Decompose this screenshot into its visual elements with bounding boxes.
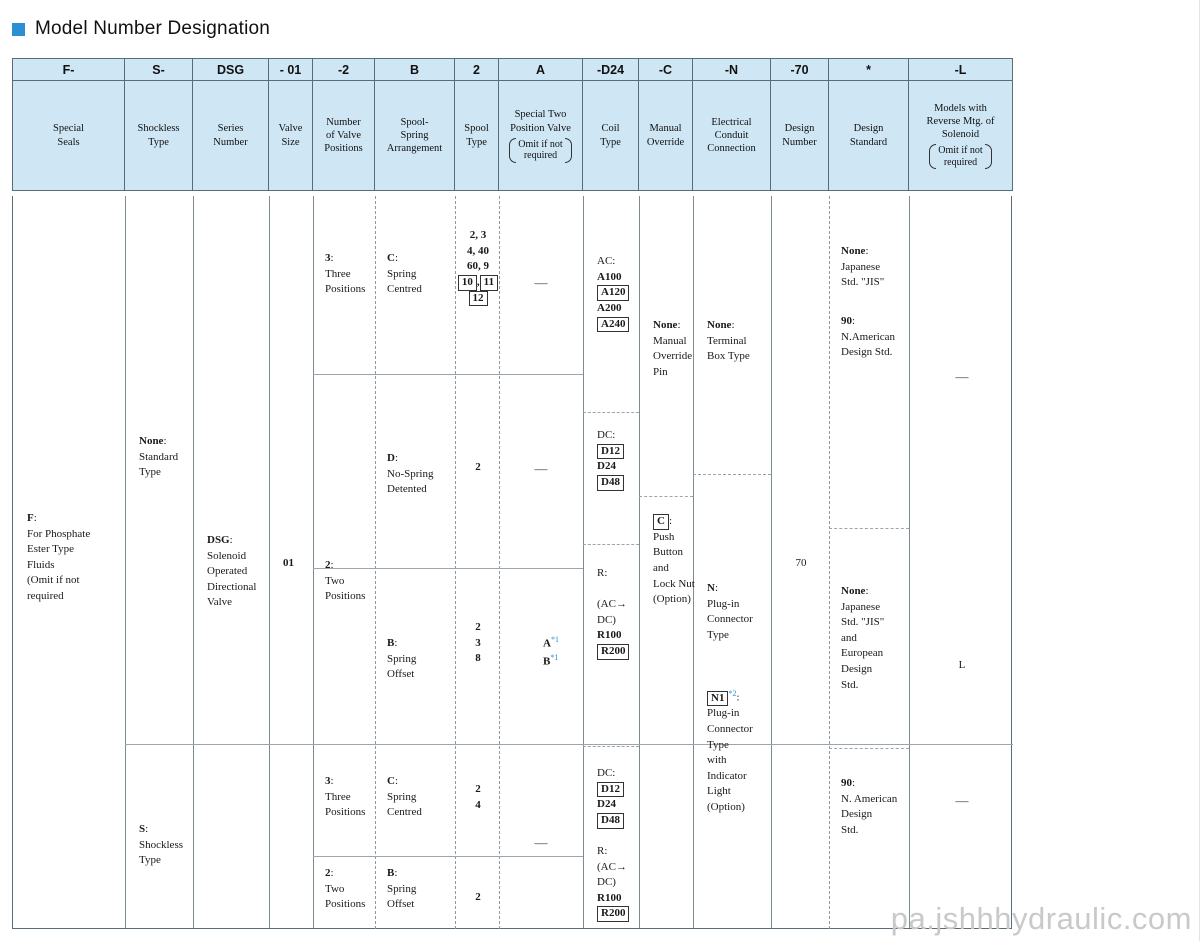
valve-size-entry — [283, 556, 311, 572]
text-line: Connector — [707, 723, 753, 736]
desc-cell-design-number — [771, 81, 829, 191]
text-line: Japanese — [841, 600, 881, 613]
text-line: (AC→ — [597, 598, 627, 611]
text-line: Plug-in — [707, 597, 740, 610]
text-line: and — [653, 561, 669, 574]
text-line: Std. "JIS" — [841, 616, 885, 629]
text-line: For Phosphate — [27, 527, 91, 540]
text-line: Centred — [387, 283, 422, 296]
desc-cell-design-standard — [829, 81, 909, 191]
text-line: Type — [139, 854, 161, 867]
desc-line: Connection — [707, 143, 756, 155]
desc-line: Type — [148, 136, 169, 148]
desc-line: Spool- — [400, 116, 429, 128]
desc-line: Arrangement — [386, 143, 443, 155]
valve-size-code: 01 — [283, 557, 294, 569]
text-line: Centred — [387, 806, 422, 819]
manual-override-code: None — [653, 319, 678, 331]
coil-type-label: DC: — [597, 767, 616, 779]
spool-type-value: 2 — [475, 621, 481, 633]
design-standard-none-jis: None: Japanese Std. "JIS" — [841, 245, 885, 289]
desc-line: Manual — [649, 123, 682, 135]
text-line: Directional — [207, 580, 257, 593]
page-title-text: Model Number Designation — [35, 18, 271, 39]
design-standard-code: 90 — [841, 315, 852, 327]
shockless-code: None — [139, 435, 164, 447]
text-line: Spring — [387, 652, 417, 665]
desc-line: Size — [281, 136, 300, 148]
code-cell-4: -2 — [313, 59, 375, 81]
spool-spring-entry-4: B: Spring Offset — [387, 867, 417, 911]
positions-entry-0: 3: Three Positions — [325, 252, 366, 296]
spool-spring-entry-2: B: Spring Offset — [387, 637, 417, 681]
code-cell-9: -C — [639, 59, 693, 81]
reverse-mtg-value: L — [958, 659, 966, 671]
text-line: (AC→ — [597, 860, 627, 873]
desc-line: Conduit — [714, 129, 749, 141]
row-sep-h — [583, 544, 639, 545]
special-seals-code: F — [27, 512, 34, 524]
text-line: Std. "JIS" — [841, 276, 885, 289]
col-sep-4 — [313, 196, 314, 928]
desc-cell-valve-positions — [313, 81, 375, 191]
coil-type-value-boxed: R200 — [597, 906, 629, 922]
code-cell-11: -70 — [771, 59, 829, 81]
coil-type-value: R100 — [597, 629, 622, 642]
text-line: Positions — [325, 590, 366, 603]
coil-type-value-boxed: D12 — [597, 782, 624, 798]
spool-spring-entry-3: C: Spring Centred — [387, 775, 422, 819]
text-line: Offset — [387, 898, 415, 911]
col-sep-2 — [193, 196, 194, 928]
text-line: (Omit if not — [27, 574, 80, 587]
desc-line: Series — [217, 123, 244, 135]
desc-line: Shockless — [137, 123, 180, 135]
text-line: Push — [653, 530, 675, 543]
positions-code: 2 — [325, 867, 331, 879]
code-header-row — [13, 59, 1013, 81]
text-line: Standard — [139, 450, 179, 463]
coil-type-r — [597, 566, 647, 660]
text-line: Shockless — [139, 838, 183, 851]
coil-type-value: D24 — [597, 460, 616, 473]
conduit-code: N — [707, 582, 715, 594]
code-cell-5: B — [375, 59, 455, 81]
special-two-position-dash-1: — — [534, 275, 548, 290]
text-line: (Option) — [653, 593, 691, 606]
manual-override-code-boxed: C — [653, 514, 669, 530]
text-line: DC) — [597, 613, 616, 626]
spool-type-value: 4, 40 — [467, 244, 489, 257]
text-line: Plug-in — [707, 707, 740, 720]
coil-type-value-boxed: D48 — [597, 813, 624, 829]
coil-type-label: R: — [597, 567, 608, 579]
row-sep-l — [909, 744, 1013, 745]
special-two-position-value: B — [543, 655, 551, 668]
desc-line: Override — [646, 136, 685, 148]
coil-type-value: A200 — [597, 301, 622, 314]
positions-code: 2 — [325, 559, 331, 571]
desc-cell-conduit-connection — [693, 81, 771, 191]
special-two-position-dash-3: — — [534, 835, 548, 850]
row-sep-i — [583, 746, 639, 747]
desc-line: Special Two — [514, 109, 567, 121]
special-two-position-value: A — [543, 637, 551, 650]
design-standard-90-namerican: 90: N.American Design Std. — [841, 315, 896, 359]
desc-line: Type — [600, 136, 621, 148]
coil-type-value: A100 — [597, 270, 622, 283]
text-line: Pin — [653, 365, 668, 378]
code-cell-1: S- — [125, 59, 193, 81]
spool-type-value: 2 — [475, 783, 481, 795]
text-line: Design Std. — [841, 346, 893, 359]
text-line: Type — [707, 628, 729, 641]
code-cell-6: 2 — [455, 59, 499, 81]
text-line: Terminal — [707, 334, 747, 347]
positions-entry-3: 2: Two Positions — [325, 867, 366, 911]
desc-line: Seals — [57, 136, 80, 148]
text-line: Three — [325, 790, 351, 803]
special-seals-entry: F: For Phosphate Ester Type Fluids (Omit if not required — [27, 512, 91, 603]
row-sep-d — [313, 856, 583, 857]
desc-line: Spool — [464, 123, 489, 135]
spool-type-value-boxed: 11 — [480, 275, 498, 291]
spool-type-group-4 — [457, 782, 499, 813]
text-line: Positions — [325, 898, 366, 911]
desc-line: Type — [466, 136, 487, 148]
reverse-mtg-dash-bottom: — — [955, 793, 969, 808]
text-line: Spring — [387, 790, 417, 803]
desc-line: Solenoid — [941, 129, 980, 141]
text-line: Detented — [387, 483, 427, 496]
footnote-marker: *1 — [550, 653, 559, 663]
desc-cell-valve-size — [269, 81, 313, 191]
desc-cell-spool-type — [455, 81, 499, 191]
special-two-position-values — [543, 634, 603, 671]
spool-type-value-boxed: 10 — [458, 275, 477, 291]
manual-override-c: C : Push Button and Lock Nut (Option) — [653, 515, 695, 606]
coil-type-value: D24 — [597, 798, 616, 811]
desc-line: Spring — [400, 129, 429, 141]
col-sep-1 — [125, 196, 126, 928]
text-line: Spring — [387, 267, 417, 280]
spool-type-value: 2, 3 — [469, 229, 487, 241]
text-line: Positions — [325, 806, 366, 819]
positions-code: 3 — [325, 252, 331, 264]
row-sep-a — [313, 374, 583, 375]
design-standard-code: 90 — [841, 777, 852, 789]
col-sep-6 — [455, 196, 456, 929]
spool-type-group-2 — [457, 460, 499, 476]
coil-type-dc-2 — [597, 766, 647, 829]
coil-type-value-boxed: D48 — [597, 475, 624, 491]
desc-line: Number — [326, 116, 361, 128]
coil-type-ac — [597, 254, 647, 332]
desc-cell-special-seals — [13, 81, 125, 191]
text-line: Fluids — [27, 558, 55, 571]
coil-type-label: AC: — [597, 255, 616, 267]
shockless-entry-none: None: Standard Type — [139, 435, 179, 479]
col-sep-8 — [583, 196, 584, 928]
design-number-value: 70 — [795, 557, 807, 569]
model-designation-body — [12, 196, 1012, 929]
desc-line: Coil — [601, 123, 620, 135]
code-cell-7: A — [499, 59, 583, 81]
shockless-entry-s: S: Shockless Type — [139, 823, 183, 867]
series-entry: DSG: Solenoid Operated Directional Valve — [207, 534, 257, 609]
text-line: Positions — [325, 283, 366, 296]
text-line: Lock Nut — [653, 577, 695, 590]
col-sep-7 — [499, 196, 500, 929]
text-line: (Option) — [707, 801, 745, 814]
desc-line: Special — [53, 123, 84, 135]
row-sep-j — [829, 528, 909, 529]
special-two-position-dash-2: — — [534, 461, 548, 476]
coil-type-value-boxed: A120 — [597, 285, 629, 301]
model-designation-header-table — [12, 58, 1013, 191]
spool-spring-code: B — [387, 867, 395, 879]
desc-cell-spool-spring — [375, 81, 455, 191]
desc-cell-series-number — [193, 81, 269, 191]
code-cell-2: DSG — [193, 59, 269, 81]
omit-note: Omit if not required — [929, 144, 991, 169]
coil-type-value-boxed: A240 — [597, 317, 629, 333]
desc-line: Number — [782, 136, 817, 148]
text-line: Type — [707, 738, 729, 751]
footnote-marker: *2 — [728, 689, 737, 698]
text-line: Three — [325, 267, 351, 280]
row-sep-k — [829, 748, 909, 749]
col-sep-11 — [771, 196, 772, 928]
text-line: European — [841, 647, 884, 660]
spool-type-value: 3 — [475, 636, 481, 649]
positions-code: 3 — [325, 775, 331, 787]
conduit-n: N: Plug-in Connector Type — [707, 582, 753, 641]
text-line: required — [27, 590, 64, 603]
spool-type-value: 60, 9 — [467, 260, 489, 273]
coil-type-value-boxed: D12 — [597, 444, 624, 460]
desc-line: Positions — [324, 143, 363, 155]
text-line: Japanese — [841, 260, 881, 273]
conduit-none: None: Terminal Box Type — [707, 319, 750, 363]
spool-type-value: 2 — [475, 461, 481, 473]
text-line: Two — [325, 882, 345, 895]
conduit-code-boxed: N1 — [707, 691, 728, 707]
desc-line: Number — [213, 136, 248, 148]
text-line: Std. — [841, 678, 859, 691]
shockless-code: S — [139, 823, 146, 835]
spool-type-value: 4 — [475, 798, 481, 811]
footnote-marker: *1 — [550, 635, 559, 644]
desc-line: Reverse Mtg. of — [926, 115, 995, 127]
text-line: Manual — [653, 334, 687, 347]
desc-cell-manual-override — [639, 81, 693, 191]
desc-cell-shockless-type — [125, 81, 193, 191]
code-cell-12: * — [829, 59, 909, 81]
coil-type-label: R: — [597, 845, 608, 857]
row-sep-f — [693, 474, 771, 475]
text-line: Design — [841, 808, 873, 821]
code-cell-0: F- — [13, 59, 125, 81]
conduit-n1: N1 $^{*2}$: Plug-in Connector Type with Indicator Light (Option) — [707, 689, 753, 814]
spool-type-value: 2 — [475, 891, 481, 903]
text-line: No-Spring — [387, 467, 434, 480]
coil-type-r-2 — [597, 844, 647, 922]
text-line: Valve — [207, 596, 233, 609]
text-line: Two — [325, 574, 345, 587]
text-line: Override — [653, 350, 693, 363]
text-line: Indicator — [707, 769, 747, 782]
design-number-entry — [775, 556, 827, 572]
coil-type-value: R100 — [597, 891, 622, 904]
spool-type-group-1: 2, 3 4, 40 60, 9 10 , 11 12 — [457, 228, 499, 306]
design-standard-90-namerican-2: 90: N. American Design Std. — [841, 777, 898, 836]
spool-spring-entry-1: D: No-Spring Detented — [387, 452, 434, 496]
text-line: DC) — [597, 876, 616, 889]
text-line: Std. — [841, 823, 859, 836]
code-cell-3: - 01 — [269, 59, 313, 81]
design-standard-code: None — [841, 585, 866, 597]
positions-entry-1: 2: Two Positions — [325, 559, 366, 603]
text-line: Design — [841, 663, 873, 676]
text-line: Box Type — [707, 350, 750, 363]
design-standard-none-jis-eu: None: Japanese Std. "JIS" and European Design Std. — [841, 585, 885, 691]
text-line: Spring — [387, 882, 417, 895]
spool-spring-code: B — [387, 637, 395, 649]
spool-type-value-boxed: 12 — [469, 291, 488, 307]
design-standard-code: None — [841, 245, 866, 257]
desc-line: Valve — [278, 123, 303, 135]
spool-spring-entry-0: C: Spring Centred — [387, 252, 422, 296]
spool-spring-code: C — [387, 252, 395, 264]
desc-line: Electrical — [711, 116, 752, 128]
desc-cell-coil-type — [583, 81, 639, 191]
desc-line: Design — [853, 123, 884, 135]
watermark: pa.jshhhydraulic.com — [890, 901, 1192, 936]
row-sep-c — [125, 744, 1013, 745]
bullet-square-icon — [12, 23, 25, 36]
text-line: Ester Type — [27, 543, 74, 556]
spool-spring-code: C — [387, 775, 395, 787]
row-sep-e — [639, 496, 693, 497]
desc-cell-reverse-mtg — [909, 81, 1013, 191]
coil-type-value-boxed: R200 — [597, 644, 629, 660]
manual-override-none: None: Manual Override Pin — [653, 319, 693, 378]
series-code: DSG — [207, 534, 230, 546]
code-cell-13: -L — [909, 59, 1013, 81]
desc-line: Position Valve — [510, 122, 571, 134]
coil-type-label: DC: — [597, 429, 616, 441]
text-line: Type — [139, 466, 161, 479]
text-line: Light — [707, 785, 731, 798]
desc-line: Design — [784, 123, 815, 135]
code-cell-10: -N — [693, 59, 771, 81]
spool-type-group-5 — [457, 890, 499, 906]
text-line: Operated — [207, 565, 248, 578]
text-line: with — [707, 754, 727, 767]
desc-line: Models with — [934, 102, 987, 114]
text-line: Solenoid — [207, 549, 247, 562]
description-header-row — [13, 81, 1013, 191]
text-line: N. American — [841, 792, 898, 805]
text-line: Button — [653, 546, 683, 559]
text-line: and — [841, 631, 857, 644]
text-line: N.American — [841, 330, 896, 343]
text-line: Connector — [707, 613, 753, 626]
spool-type-group-3 — [457, 620, 499, 667]
code-cell-8: -D24 — [583, 59, 639, 81]
text-line: Offset — [387, 668, 415, 681]
spool-type-value: 8 — [475, 652, 481, 665]
omit-note: Omit if not required — [509, 138, 571, 163]
page-title — [12, 18, 270, 40]
row-sep-g — [583, 412, 639, 413]
positions-entry-2: 3: Three Positions — [325, 775, 366, 819]
desc-line: Standard — [849, 136, 888, 148]
col-sep-12 — [829, 196, 830, 929]
spool-spring-code: D — [387, 452, 395, 464]
desc-cell-special-two-position — [499, 81, 583, 191]
conduit-code: None — [707, 319, 732, 331]
desc-line: of Valve — [325, 129, 362, 141]
col-sep-5 — [375, 196, 376, 929]
coil-type-dc — [597, 428, 647, 491]
reverse-mtg-dash-top: — — [955, 369, 969, 384]
